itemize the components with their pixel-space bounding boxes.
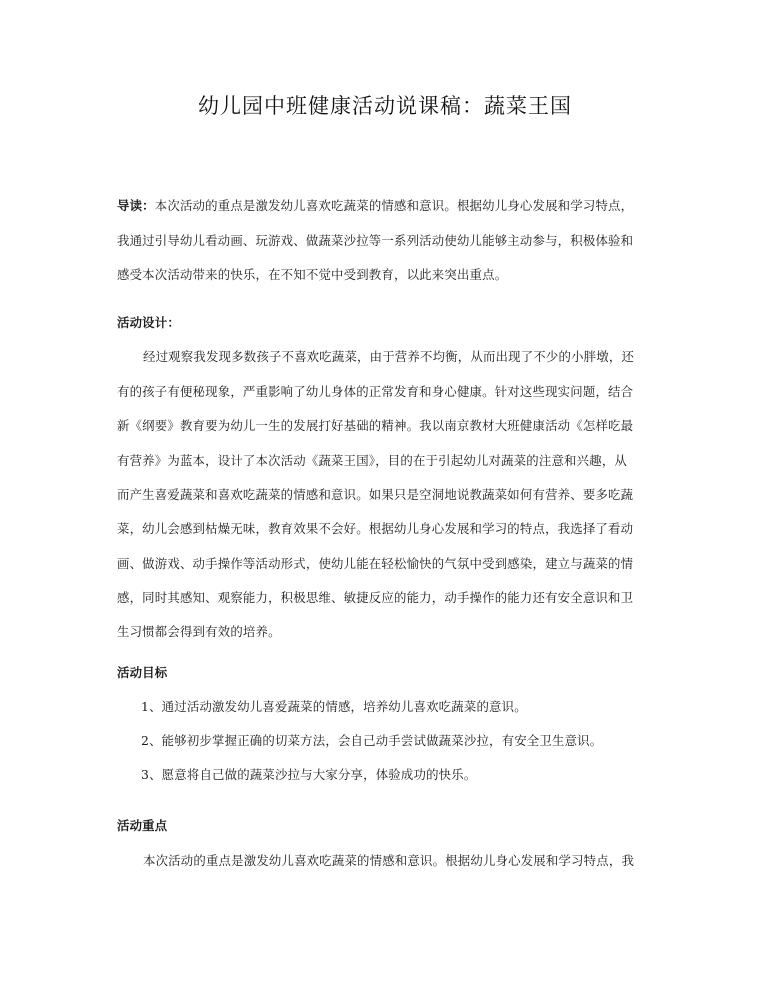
design-line: 菜，幼儿会感到枯燥无味，教育效果不会好。根据幼儿身心发展和学习的特点，我选择了看动 <box>117 521 634 536</box>
intro-line-2: 我通过引导幼儿看动画、玩游戏、做蔬菜沙拉等一系列活动使幼儿能够主动参与，积极体验和 <box>117 233 634 248</box>
design-line: 而产生喜爱蔬菜和喜欢吃蔬菜的情感和意识。如果只是空洞地说教蔬菜如何有营养、要多吃蔬 <box>117 487 634 502</box>
design-line: 有的孩子有便秘现象，严重影响了幼儿身体的正常发育和身心健康。针对这些现实问题，结合 <box>117 384 634 399</box>
focus-line: 本次活动的重点是激发幼儿喜欢吃蔬菜的情感和意识。根据幼儿身心发展和学习特点，我 <box>143 853 635 868</box>
intro-text: 本次活动的重点是激发幼儿喜欢吃蔬菜的情感和意识。根据幼儿身心发展和学习特点， <box>154 198 634 213</box>
section-heading-focus: 活动重点 <box>117 818 168 833</box>
design-line: 生习惯都会得到有效的培养。 <box>117 624 281 639</box>
intro-line-3: 感受本次活动带来的快乐，在不知不觉中受到教育，以此来突出重点。 <box>117 267 508 282</box>
design-line: 画、做游戏、动手操作等活动形式，使幼儿能在轻松愉快的气氛中受到感染，建立与蔬菜的情 <box>117 556 634 571</box>
design-line: 感，同时其感知、观察能力，积极思维、敏捷反应的能力，动手操作的能力还有安全意识和卫 <box>117 590 634 605</box>
goal-item: 2、能够初步掌握正确的切菜方法，会自己动手尝试做蔬菜沙拉，有安全卫生意识。 <box>141 733 603 748</box>
intro-label: 导读： <box>117 198 155 213</box>
document-title: 幼儿园中班健康活动说课稿：蔬菜王国 <box>198 94 572 118</box>
intro-line-1 <box>117 198 657 214</box>
section-heading-design: 活动设计： <box>117 315 180 330</box>
section-heading-goals: 活动目标 <box>117 665 168 680</box>
goal-item: 3、愿意将自己做的蔬菜沙拉与大家分享，体验成功的快乐。 <box>141 767 477 782</box>
design-line: 有营养》为蓝本，设计了本次活动《蔬菜王国》，目的在于引起幼儿对蔬菜的注意和兴趣，从 <box>117 453 628 468</box>
goal-item: 1、通过活动激发幼儿喜爱蔬菜的情感，培养幼儿喜欢吃蔬菜的意识。 <box>141 699 527 714</box>
design-line: 新《纲要》教育要为幼儿一生的发展打好基础的精神。我以南京教材大班健康活动《怎样吃最 <box>117 418 634 433</box>
design-line: 经过观察我发现多数孩子不喜欢吃蔬菜，由于营养不均衡，从而出现了不少的小胖墩，还 <box>143 349 635 364</box>
